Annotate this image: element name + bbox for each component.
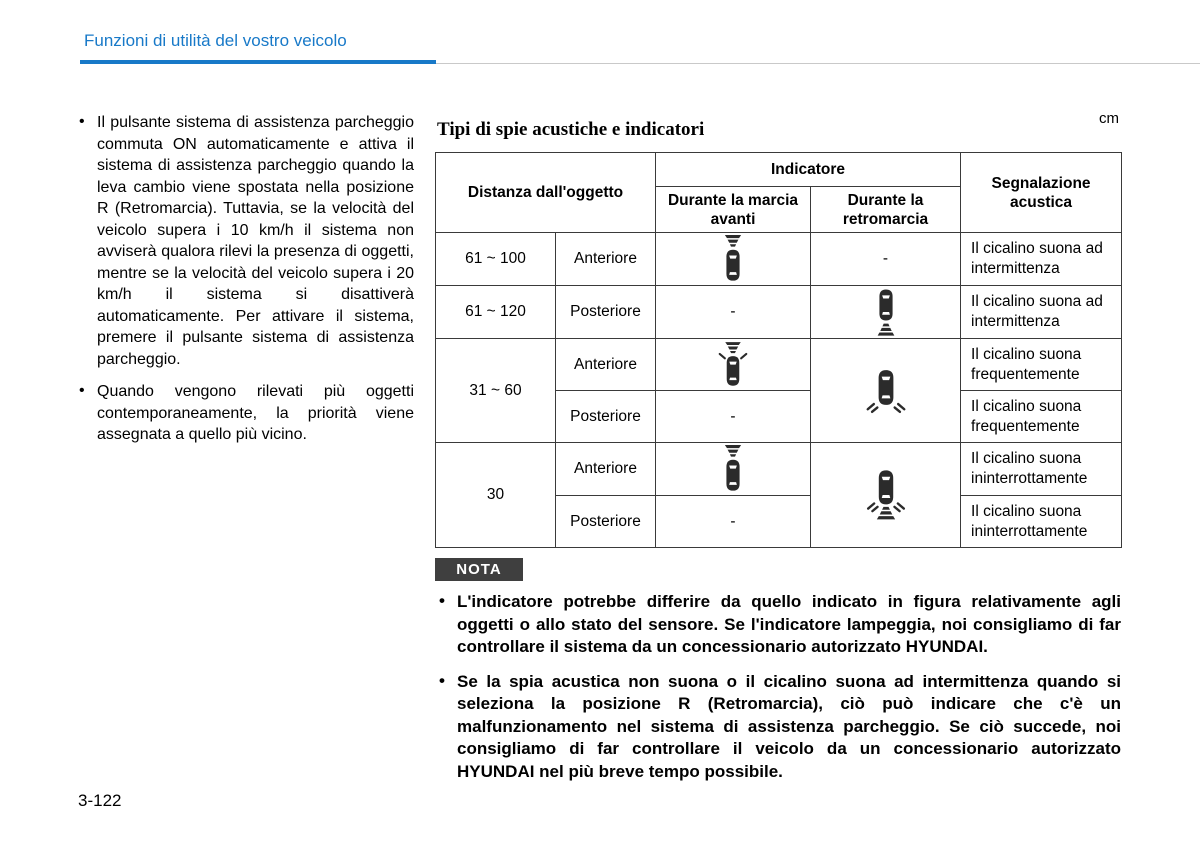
car-front-sensor-icon [721,235,745,283]
forward-indicator-cell [656,233,811,286]
signal-cell: Il cicalino suona ininterrottamente [961,443,1122,496]
car-rear-corner-center-sensor-icon [866,467,906,523]
body-bullet: • Quando vengono rilevati più oggetti contemporaneamente, la priorità viene assegnata a quello più vicino. [76,381,414,446]
note-section [437,591,1121,795]
table-title: Tipi di spie acustiche e indicatori [437,119,705,140]
signal-cell: Il cicalino suona ininterrottamente [961,496,1122,548]
distance-cell: 61 ~ 120 [436,286,556,339]
reverse-indicator-cell: - [811,233,961,286]
indicator-table [435,152,1122,548]
signal-cell: Il cicalino suona ad intermittenza [961,233,1122,286]
left-text-column [76,112,414,457]
car-front-sensor-icon [721,445,745,493]
note-badge: NOTA [435,558,523,581]
position-cell: Anteriore [556,443,656,496]
col-header-signal: Segnalazione acustica [961,153,1122,233]
reverse-indicator-cell [811,286,961,339]
position-cell: Anteriore [556,233,656,286]
forward-indicator-cell: - [656,286,811,339]
forward-indicator-cell: - [656,391,811,443]
page-number: 3-122 [78,791,122,810]
distance-cell: 30 [436,443,556,548]
body-bullet: • Il pulsante sistema di assistenza parcheggio commuta ON automaticamente e attiva il sistema di assistenza parcheggio quando la leva cambio viene spostata nella posizione R (Retromarcia). Tuttavia, se la velocità del veicolo supera i 10 km/h il sistema non avviserà qualora rilevi la presenza di oggetti, mentre se la velocità del veicolo supera i 20 km/h il sistema si disattiverà automaticamente. Per attivare il sistema, premere il pulsante sistema di assistenza parcheggio. [76,112,414,370]
reverse-indicator-cell [811,339,961,443]
position-cell: Posteriore [556,286,656,339]
distance-cell: 31 ~ 60 [436,339,556,443]
position-cell: Anteriore [556,339,656,391]
col-header-indicator: Indicatore [656,153,961,187]
note-bullet: • L'indicatore potrebbe differire da quello indicato in figura relativamente agli oggetti o allo stato del sensore. Se l'indicatore lampeggia, noi consigliamo di far controllare il sistema da un concessionario autorizzato HYUNDAI. [437,591,1121,659]
col-header-forward: Durante la marcia avanti [656,187,811,233]
signal-cell: Il cicalino suona frequentemente [961,339,1122,391]
forward-indicator-cell [656,443,811,496]
header-rule-blue [80,60,436,64]
signal-cell: Il cicalino suona frequentemente [961,391,1122,443]
car-front-corner-sensor-icon [716,342,750,388]
reverse-indicator-cell [811,443,961,548]
forward-indicator-cell [656,339,811,391]
forward-indicator-cell: - [656,496,811,548]
distance-cell: 61 ~ 100 [436,233,556,286]
signal-cell: Il cicalino suona ad intermittenza [961,286,1122,339]
car-rear-sensor-icon [874,288,898,336]
note-bullet: • Se la spia acustica non suona o il cicalino suona ad intermittenza quando si seleziona la posizione R (Retromarcia), ciò può indicare che c'è un malfunzionamento nel sistema di assistenza parcheggio. Se ciò succede, noi consigliamo di far controllare il veicolo da un concessionario autorizzato HYUNDAI nel più breve tempo possibile. [437,671,1121,784]
col-header-distance: Distanza dall'oggetto [436,153,656,233]
table-unit-label: cm [1099,110,1119,127]
position-cell: Posteriore [556,496,656,548]
position-cell: Posteriore [556,391,656,443]
col-header-reverse: Durante la retromarcia [811,187,961,233]
chapter-title: Funzioni di utilità del vostro veicolo [84,31,347,50]
car-rear-corner-sensor-icon [866,366,906,416]
